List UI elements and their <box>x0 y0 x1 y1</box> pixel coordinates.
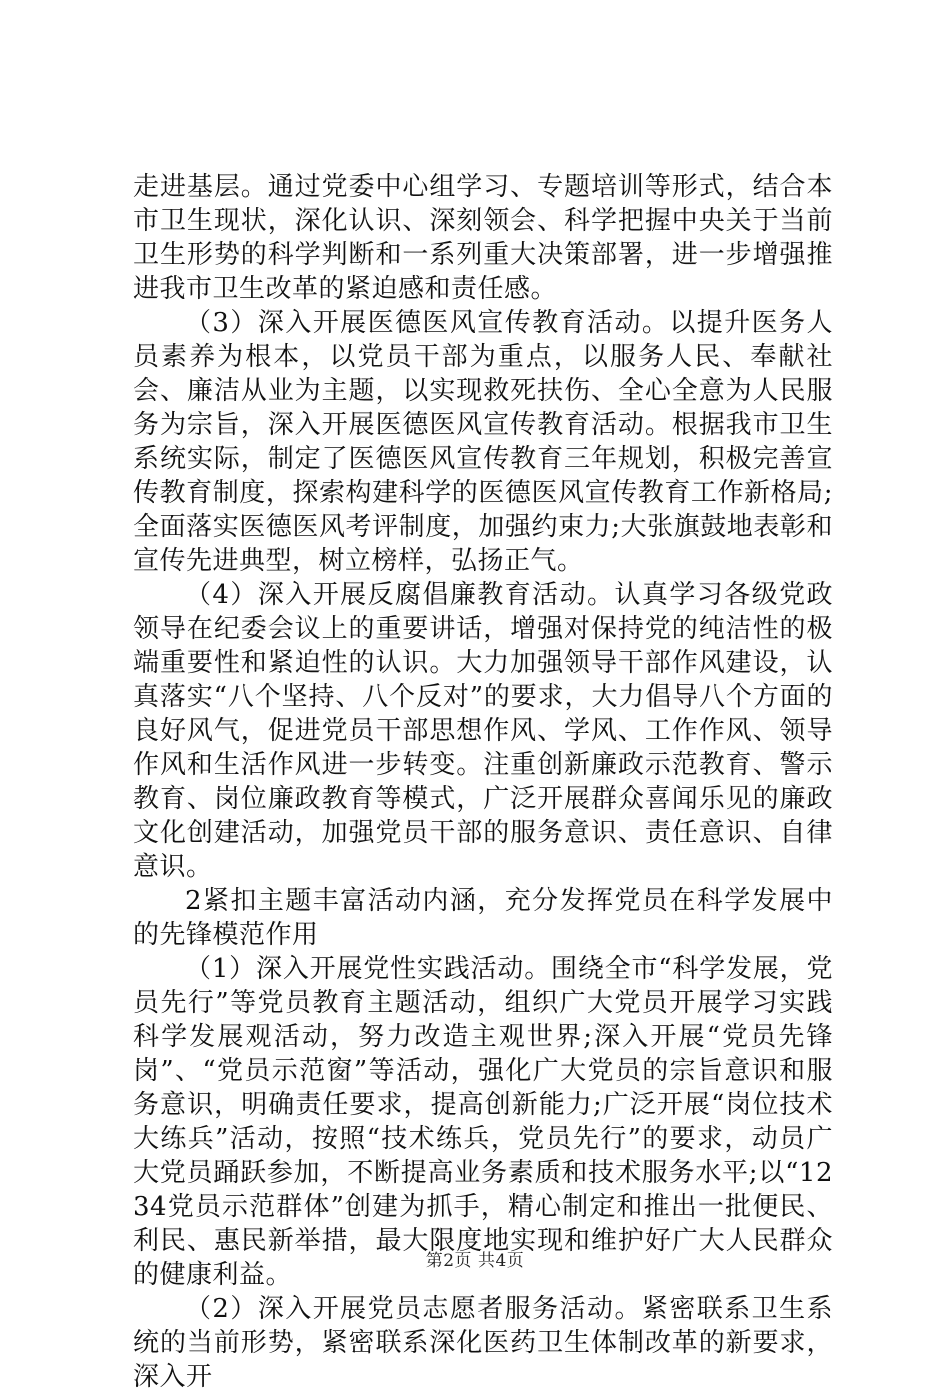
paragraph-item-4: （4）深入开展反腐倡廉教育活动。认真学习各级党政领导在纪委会议上的重要讲话，增强对保持党的纯洁性的极端重要性和紧迫性的认识。大力加强领导干部作风建设，认真落实“八个坚持、八个反对”的要求，大力倡导八个方面的良好风气，促进党员干部思想作风、学风、工作作风、领导作风和生活作风进一步转变。注重创新廉政示范教育、警示教育、岗位廉政教育等模式，广泛开展群众喜闻乐见的廉政文化创建活动，加强党员干部的服务意识、责任意识、自律意识。 <box>133 580 833 882</box>
section-heading-2: 2紧扣主题丰富活动内涵，充分发挥党员在科学发展中的先锋模范作用 <box>133 886 833 950</box>
page-number-footer: 第2页 共4页 <box>425 1251 525 1271</box>
paragraph-item-3: （3）深入开展医德医风宣传教育活动。以提升医务人员素养为根本，以党员干部为重点，以服务人民、奉献社会、廉洁从业为主题，以实现救死扶伤、全心全意为人民服务为宗旨，深入开展医德医风宣传教育活动。根据我市卫生系统实际，制定了医德医风宣传教育三年规划，积极完善宣传教育制度，探索构建科学的医德医风宣传教育工作新格局;全面落实医德医风考评制度，加强约束力;大张旗鼓地表彰和宣传先进典型，树立榜样，弘扬正气。 <box>133 308 833 576</box>
document-body <box>133 170 833 1394</box>
paragraph-continuation: 走进基层。通过党委中心组学习、专题培训等形式，结合本市卫生现状，深化认识、深刻领会、科学把握中央关于当前卫生形势的科学判断和一系列重大决策部署，进一步增强推进我市卫生改革的紧迫感和责任感。 <box>133 172 833 304</box>
paragraph-item-1: （1）深入开展党性实践活动。围绕全市“科学发展，党员先行”等党员教育主题活动，组织广大党员开展学习实践科学发展观活动，努力改造主观世界;深入开展“党员先锋岗”、“党员示范窗”等活动，强化广大党员的宗旨意识和服务意识，明确责任要求，提高创新能力;广泛开展“岗位技术大练兵”活动，按照“技术练兵，党员先行”的要求，动员广大党员踊跃参加，不断提高业务素质和技术服务水平;以“1234党员示范群体”创建为抓手，精心制定和推出一批便民、利民、惠民新举措，最大限度地实现和维护好广大人民群众的健康利益。 <box>133 954 833 1290</box>
paragraph-item-2: （2）深入开展党员志愿者服务活动。紧密联系卫生系统的当前形势，紧密联系深化医药卫生体制改革的新要求，深入开 <box>133 1294 833 1392</box>
